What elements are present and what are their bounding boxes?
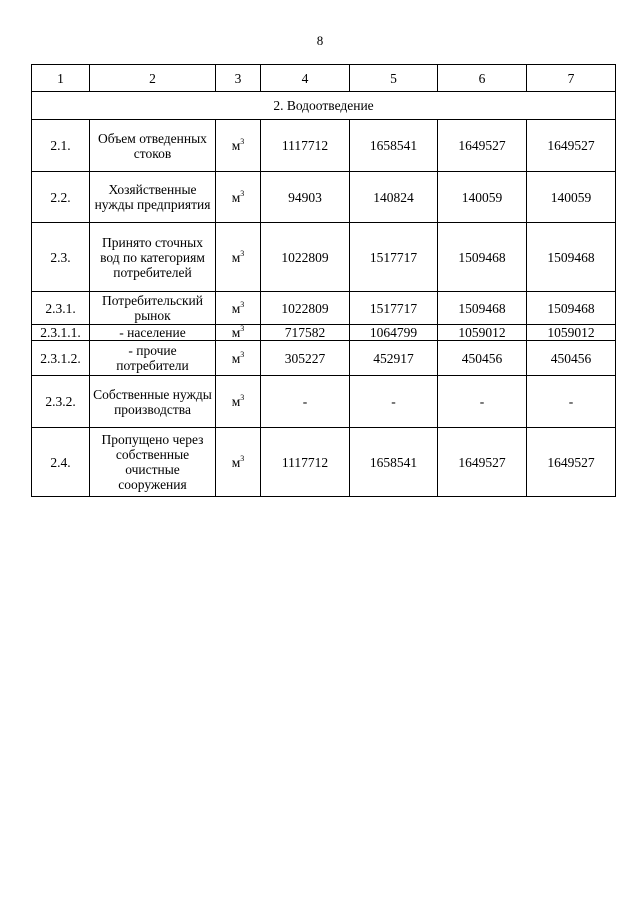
page-number: 8 xyxy=(316,33,324,48)
table-row xyxy=(32,292,616,325)
row-value-col6: 140059 xyxy=(438,172,527,223)
header-cell: 6 xyxy=(438,65,527,92)
row-value-col5: 1064799 xyxy=(350,325,438,341)
row-description: Собственные нужды производства xyxy=(90,376,216,428)
row-value-col4: 305227 xyxy=(261,341,350,376)
row-value-col5: 1658541 xyxy=(350,120,438,172)
row-code: 2.3. xyxy=(32,223,90,292)
row-value-col6: 1649527 xyxy=(438,120,527,172)
row-value-col5: 1517717 xyxy=(350,223,438,292)
header-cell: 4 xyxy=(261,65,350,92)
header-row xyxy=(32,65,616,92)
row-description: - население xyxy=(90,325,216,341)
row-code: 2.3.2. xyxy=(32,376,90,428)
table-row xyxy=(32,341,616,376)
row-code: 2.3.1.1. xyxy=(32,325,90,341)
row-value-col5: 140824 xyxy=(350,172,438,223)
row-value-col6: 450456 xyxy=(438,341,527,376)
row-code: 2.3.1.2. xyxy=(32,341,90,376)
section-title: 2. Водоотведение xyxy=(32,92,616,120)
row-description: Пропущено через собственные очистные сооружения xyxy=(90,428,216,497)
table-row xyxy=(32,172,616,223)
row-value-col4: - xyxy=(261,376,350,428)
row-value-col5: - xyxy=(350,376,438,428)
row-code: 2.2. xyxy=(32,172,90,223)
row-value-col5: 452917 xyxy=(350,341,438,376)
row-value-col4: 717582 xyxy=(261,325,350,341)
header-cell: 1 xyxy=(32,65,90,92)
row-unit: $м^3$ xyxy=(216,292,261,325)
row-value-col7: 1649527 xyxy=(527,428,616,497)
row-value-col6: 1509468 xyxy=(438,292,527,325)
row-unit: $м^3$ xyxy=(216,223,261,292)
row-value-col7: 1059012 xyxy=(527,325,616,341)
header-cell: 7 xyxy=(527,65,616,92)
row-unit: $м^3$ xyxy=(216,325,261,341)
row-value-col6: 1509468 xyxy=(438,223,527,292)
data-table xyxy=(31,64,616,497)
row-unit: $м^3$ xyxy=(216,120,261,172)
row-value-col6: 1649527 xyxy=(438,428,527,497)
row-value-col7: 1649527 xyxy=(527,120,616,172)
row-code: 2.3.1. xyxy=(32,292,90,325)
row-description: Принято сточных вод по категориям потребителей xyxy=(90,223,216,292)
row-value-col4: 1117712 xyxy=(261,120,350,172)
row-unit: $м^3$ xyxy=(216,341,261,376)
header-cell: 5 xyxy=(350,65,438,92)
row-unit: $м^3$ xyxy=(216,172,261,223)
row-value-col5: 1658541 xyxy=(350,428,438,497)
row-unit: $м^3$ xyxy=(216,428,261,497)
row-value-col4: 1117712 xyxy=(261,428,350,497)
table-row xyxy=(32,223,616,292)
table-row xyxy=(32,120,616,172)
row-value-col4: 1022809 xyxy=(261,223,350,292)
row-value-col4: 1022809 xyxy=(261,292,350,325)
row-description: - прочие потребители xyxy=(90,341,216,376)
row-description: Хозяйственные нужды предприятия xyxy=(90,172,216,223)
table-row xyxy=(32,428,616,497)
row-description: Объем отведенных стоков xyxy=(90,120,216,172)
row-value-col6: 1059012 xyxy=(438,325,527,341)
row-value-col7: 1509468 xyxy=(527,292,616,325)
row-unit: $м^3$ xyxy=(216,376,261,428)
table-row xyxy=(32,376,616,428)
row-value-col7: 140059 xyxy=(527,172,616,223)
header-cell: 2 xyxy=(90,65,216,92)
row-value-col6: - xyxy=(438,376,527,428)
section-row xyxy=(32,92,616,120)
row-value-col4: 94903 xyxy=(261,172,350,223)
header-cell: 3 xyxy=(216,65,261,92)
table-row xyxy=(32,325,616,341)
row-value-col7: 1509468 xyxy=(527,223,616,292)
row-value-col7: - xyxy=(527,376,616,428)
row-value-col7: 450456 xyxy=(527,341,616,376)
row-value-col5: 1517717 xyxy=(350,292,438,325)
row-description: Потребительский рынок xyxy=(90,292,216,325)
row-code: 2.1. xyxy=(32,120,90,172)
row-code: 2.4. xyxy=(32,428,90,497)
